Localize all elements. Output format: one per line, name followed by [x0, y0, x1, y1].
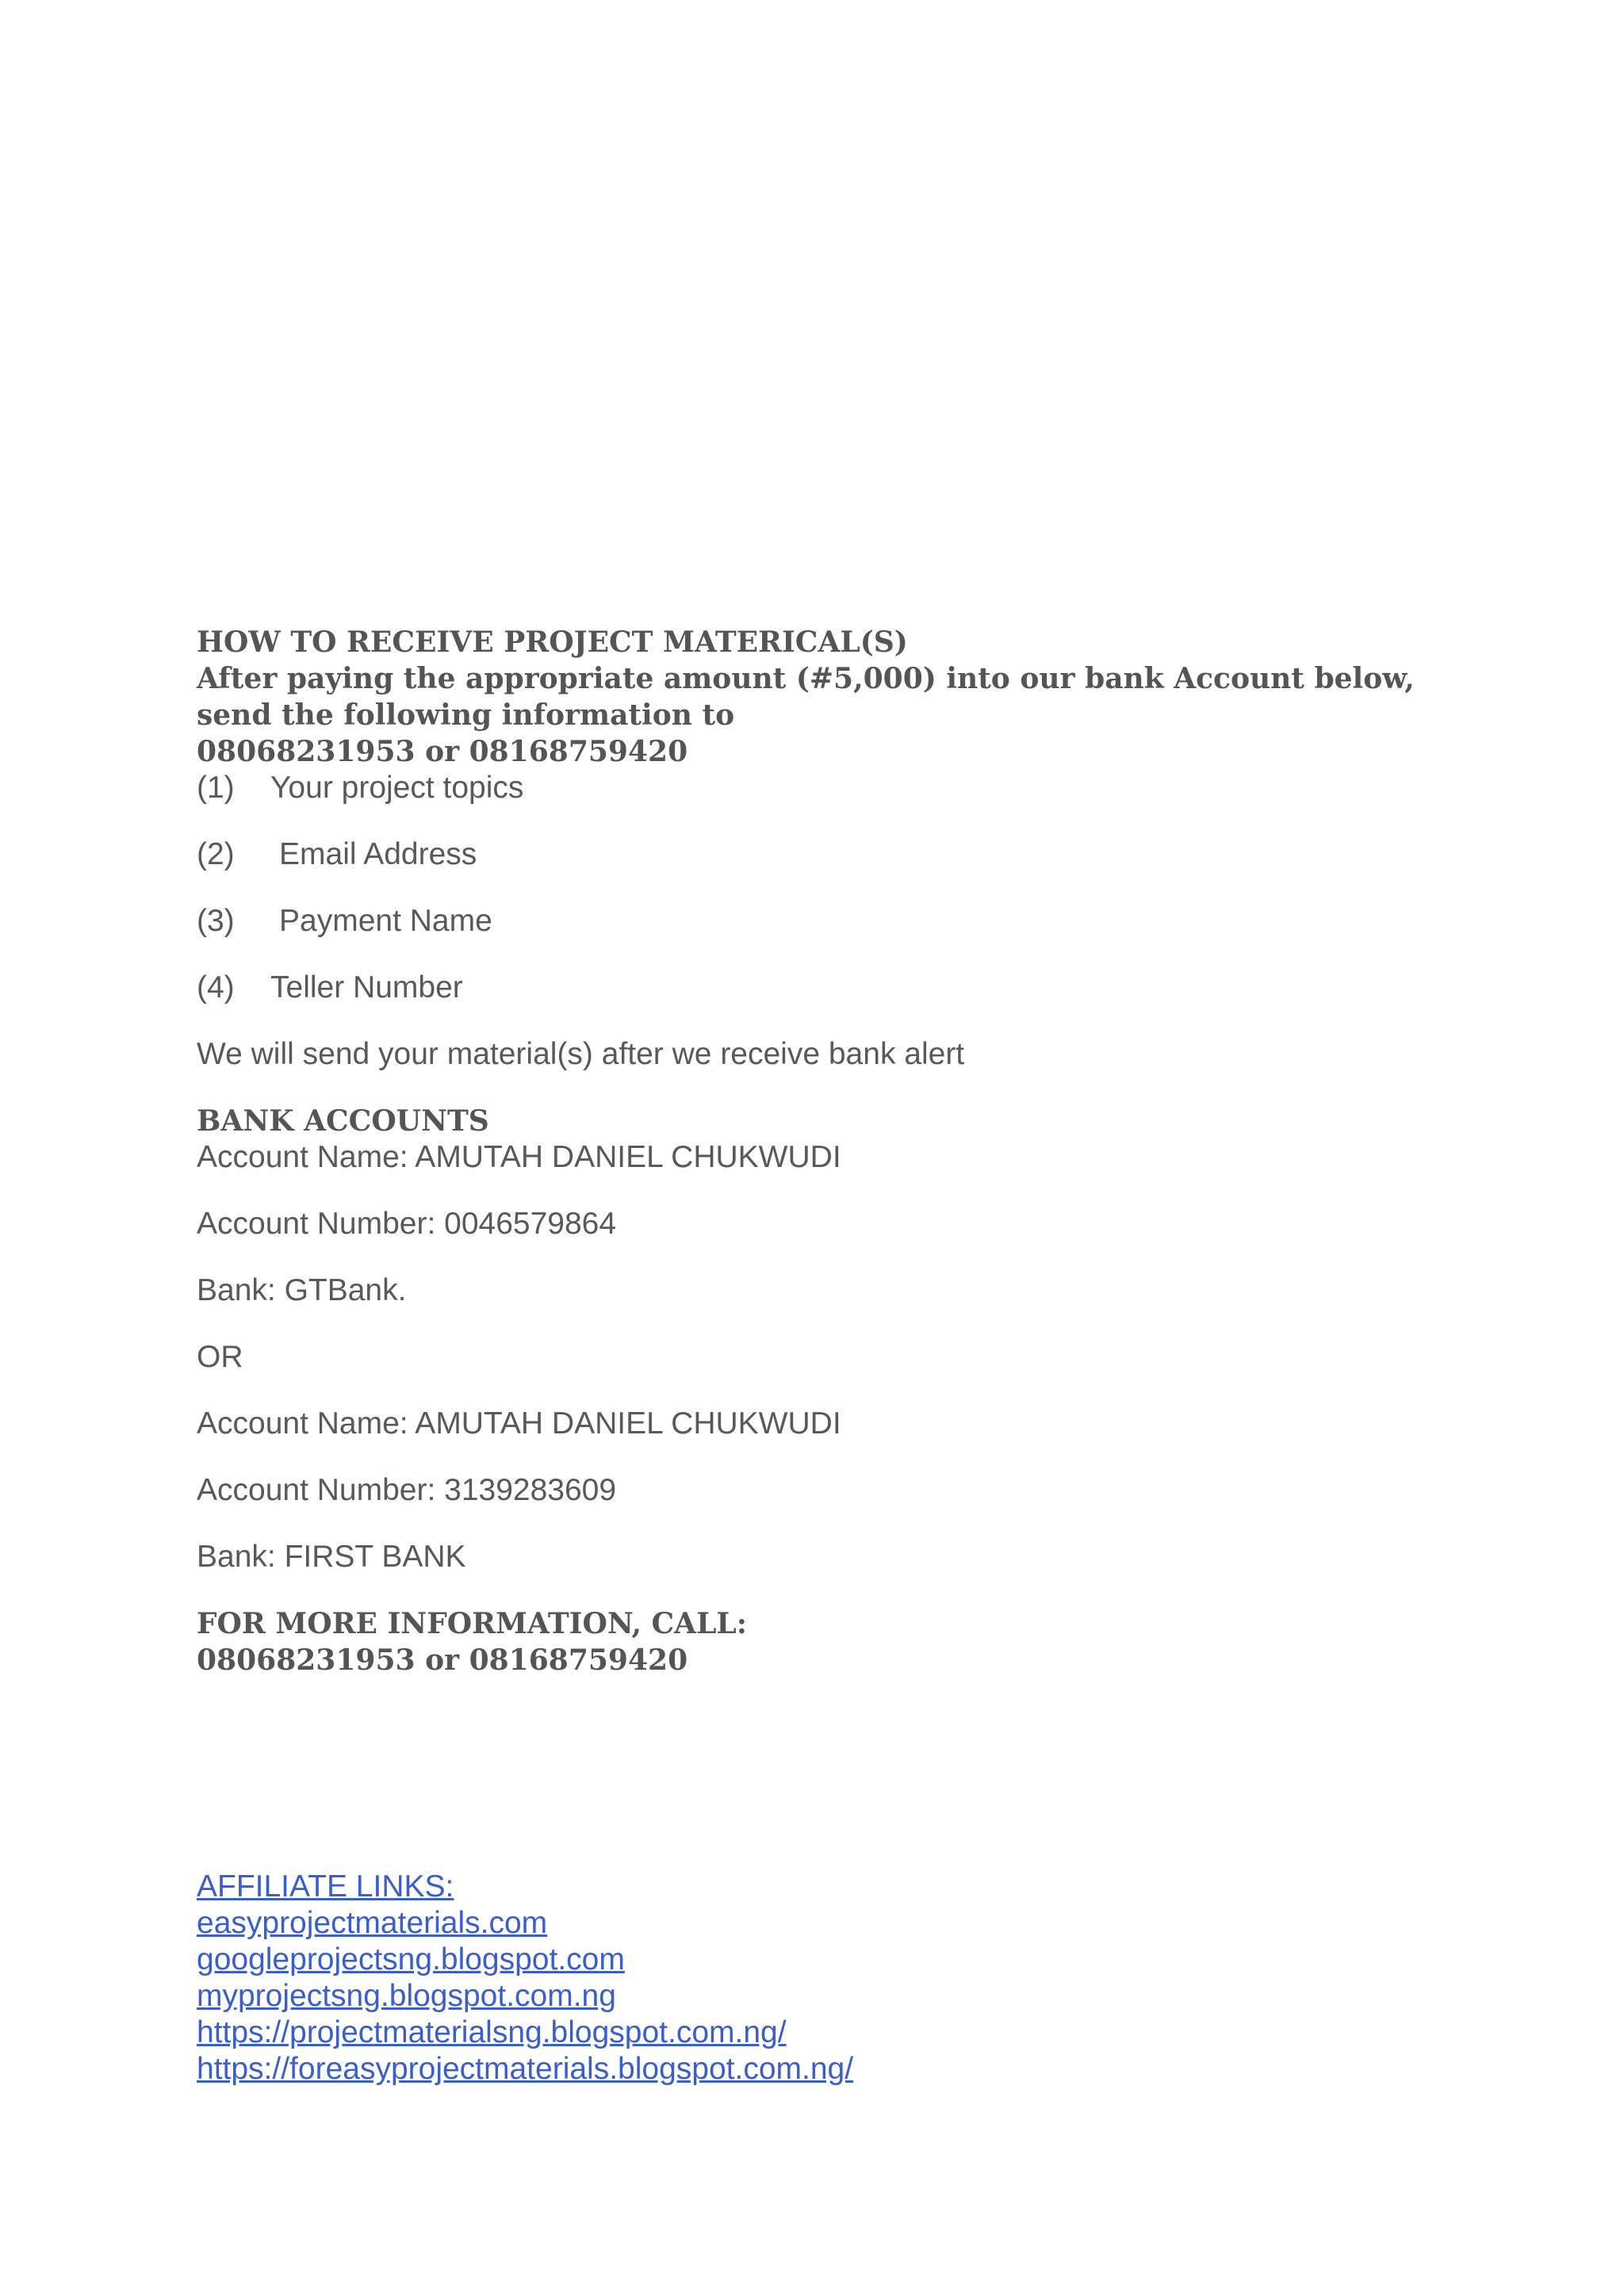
affiliate-link[interactable]: googleprojectsng.blogspot.com: [197, 1942, 625, 1976]
affiliate-links-heading: AFFILIATE LINKS:: [197, 1869, 454, 1904]
accounts-separator: OR: [197, 1340, 243, 1374]
account1-name: Account Name: AMUTAH DANIEL CHUKWUDI: [197, 1140, 841, 1174]
instructions-note: We will send your material(s) after we receive bank alert: [197, 1037, 965, 1071]
account2-name: Account Name: AMUTAH DANIEL CHUKWUDI: [197, 1406, 841, 1441]
list-item: [197, 770, 1465, 806]
list-item-text: Payment Name: [279, 904, 492, 938]
instructions-title: HOW TO RECEIVE PROJECT MATERICAL(S): [197, 626, 908, 659]
instructions-phones: 08068231953 or 08168759420: [197, 735, 688, 768]
list-item-number: (3): [197, 904, 235, 938]
instructions-intro: After paying the appropriate amount (#5,000) into our bank Account below, send the following information to: [197, 662, 1415, 732]
more-info-heading: FOR MORE INFORMATION, CALL:: [197, 1607, 748, 1640]
list-item-number: (1): [197, 771, 235, 805]
account1-number: Account Number: 0046579864: [197, 1207, 617, 1241]
affiliate-links-section: [197, 1869, 1465, 2087]
list-item: [197, 836, 1465, 873]
affiliate-link[interactable]: https://foreasyprojectmaterials.blogspot.com.ng/: [197, 2052, 854, 2086]
list-item: [197, 970, 1465, 1006]
list-item-text: Email Address: [279, 837, 477, 871]
list-item-number: (4): [197, 970, 235, 1004]
account2-number: Account Number: 3139283609: [197, 1473, 617, 1507]
bank-accounts-heading: BANK ACCOUNTS: [197, 1104, 489, 1138]
list-item-text: Teller Number: [270, 970, 463, 1004]
list-item-text: Your project topics: [270, 771, 524, 805]
affiliate-link[interactable]: easyprojectmaterials.com: [197, 1906, 548, 1940]
account2-bank: Bank: FIRST BANK: [197, 1540, 466, 1574]
affiliate-link[interactable]: myprojectsng.blogspot.com.ng: [197, 1979, 616, 2013]
affiliate-link[interactable]: https://projectmaterialsng.blogspot.com.ng/: [197, 2015, 787, 2049]
instructions-section: [197, 624, 1465, 1678]
account1-bank: Bank: GTBank.: [197, 1273, 407, 1307]
more-info-phones: 08068231953 or 08168759420: [197, 1644, 688, 1677]
list-item: [197, 903, 1465, 939]
list-item-number: (2): [197, 837, 235, 871]
